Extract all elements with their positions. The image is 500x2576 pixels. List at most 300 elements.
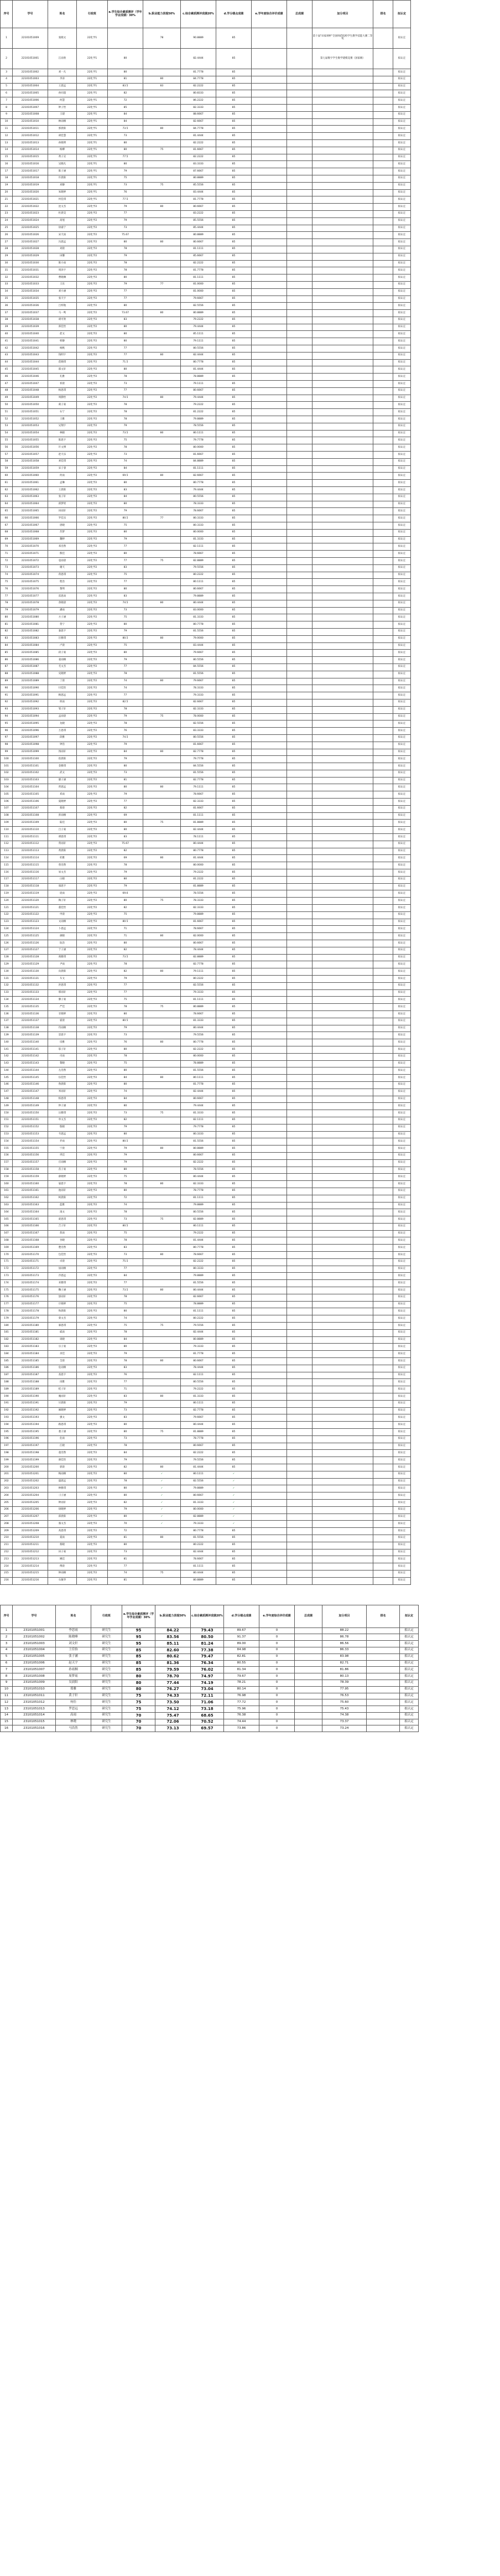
table-cell: 22101051047 [13, 381, 48, 388]
table-cell: 梅雨桐 [48, 1471, 77, 1478]
table-cell: 82.6667 [181, 473, 216, 480]
table-cell: 80 [108, 1188, 143, 1195]
table-cell: 22化学2 [77, 926, 108, 933]
table-row [1, 976, 411, 983]
table-cell [312, 784, 373, 791]
table-cell: 0 [259, 1634, 295, 1641]
table-cell: 22101051172 [13, 1266, 48, 1273]
table-cell [143, 161, 181, 168]
table-cell: 拟认定 [393, 1266, 411, 1273]
table-cell [373, 281, 393, 288]
table-cell [312, 1323, 373, 1330]
table-cell: 202 [1, 1478, 13, 1485]
table-cell: 28 [1, 246, 13, 253]
table-cell: 22化学2 [77, 1457, 108, 1464]
table-cell: 80.7778 [181, 480, 216, 487]
table-cell: 85 [216, 1542, 252, 1549]
table-cell: 84.5556 [181, 763, 216, 770]
table-cell: 76.38 [224, 1712, 259, 1719]
table-cell: 85 [216, 147, 252, 154]
table-cell: 拟认定 [393, 1287, 411, 1294]
table-cell: 22101051207 [13, 1514, 48, 1521]
table-cell: 82 [108, 1117, 143, 1124]
table-cell: 薛晓婷 [48, 1174, 77, 1181]
table-cell: 206 [1, 1506, 13, 1514]
table-cell: 84 [108, 749, 143, 756]
table-cell [252, 579, 287, 586]
table-cell: 85 [216, 458, 252, 465]
table-cell [295, 1660, 322, 1667]
table-row [1, 168, 411, 175]
table-cell: 147 [1, 1089, 13, 1096]
table-cell: 22化学2 [77, 820, 108, 827]
table-cell [252, 763, 287, 770]
table-cell [287, 359, 312, 366]
table-cell: 80 [108, 331, 143, 338]
table-cell: 79 [108, 1159, 143, 1167]
table-cell: 22化学2 [77, 1556, 108, 1563]
table-cell: 7 [1, 97, 13, 105]
table-cell: 23 [1, 210, 13, 217]
table-cell: 84 [108, 118, 143, 126]
table-cell: 82.4444 [181, 1089, 216, 1096]
table-cell: 22化学2 [77, 1266, 108, 1273]
table-cell [252, 657, 287, 664]
table-row [1, 713, 411, 721]
table-cell [373, 28, 393, 49]
table-cell: 22化学2 [77, 628, 108, 635]
table-cell: 79 [108, 756, 143, 763]
table-cell [287, 756, 312, 763]
table-row [1, 204, 411, 211]
table-cell [287, 551, 312, 558]
table-cell [312, 968, 373, 976]
table-cell: 79.6667 [181, 1414, 216, 1422]
table-cell [143, 501, 181, 508]
table-cell [312, 1252, 373, 1259]
table-cell: 22101051183 [13, 1344, 48, 1351]
table-cell [373, 1393, 393, 1401]
table-cell: 22101051129 [13, 961, 48, 968]
table-cell [373, 111, 393, 118]
table-cell [312, 1181, 373, 1188]
table-cell: 88 [1, 671, 13, 678]
table-cell: 23101051009 [13, 1680, 56, 1686]
table-cell: 70.52 [191, 1719, 224, 1725]
table-cell: 拟认定 [393, 1174, 411, 1181]
table-cell: 拟认定 [393, 1273, 411, 1280]
table-cell [143, 1237, 181, 1245]
table-cell [373, 1358, 393, 1365]
table-cell: 85 [216, 515, 252, 522]
table-cell: ✓ [143, 1506, 181, 1514]
table-cell [252, 161, 287, 168]
table-cell: 71.06 [191, 1699, 224, 1706]
table-cell [287, 104, 312, 111]
table-row [1, 1365, 411, 1372]
column-header: c.综合素质测评成绩20% [181, 1, 216, 28]
table-cell: 唐晓 [48, 522, 77, 530]
table-cell: 85 [216, 911, 252, 919]
table-cell [252, 1379, 287, 1386]
table-cell: 拟认定 [393, 664, 411, 671]
table-cell: 拟认定 [393, 204, 411, 211]
table-cell: 77 [108, 664, 143, 671]
table-cell [287, 1075, 312, 1082]
table-cell: 22化学2 [77, 1301, 108, 1308]
table-cell [252, 1174, 287, 1181]
table-cell: 80 [143, 395, 181, 402]
table-cell: 78 [108, 721, 143, 728]
table-cell: 22101051009 [13, 28, 48, 49]
table-cell [312, 1010, 373, 1018]
table-cell [287, 763, 312, 770]
table-cell: 83 [108, 1393, 143, 1401]
table-cell [373, 1167, 393, 1174]
table-cell: 刘小涵 [48, 288, 77, 296]
table-cell [252, 1336, 287, 1344]
table-cell: 95 [122, 1628, 155, 1634]
table-cell [252, 1216, 287, 1224]
table-row [1, 1485, 411, 1492]
table-cell: 22化学2 [77, 784, 108, 791]
table-cell [373, 366, 393, 374]
table-cell: 85 [216, 671, 252, 678]
table-cell [143, 628, 181, 635]
table-cell [287, 217, 312, 225]
table-row [1, 890, 411, 898]
table-cell [143, 883, 181, 890]
table-cell: 殷晓 [48, 1124, 77, 1131]
table-cell: 22101051088 [13, 671, 48, 678]
column-header: 排名 [367, 1605, 400, 1628]
table-cell: 85 [216, 678, 252, 685]
table-row [1, 827, 411, 834]
table-cell: 81 [108, 76, 143, 83]
table-cell: 22化学2 [77, 359, 108, 366]
table-cell [287, 1358, 312, 1365]
table-cell: 22化学2 [77, 564, 108, 572]
table-cell: 85 [216, 982, 252, 989]
table-cell [287, 692, 312, 699]
table-row [1, 494, 411, 501]
table-cell [252, 855, 287, 862]
table-cell [373, 1499, 393, 1506]
table-cell: 22101051007 [13, 104, 48, 111]
table-cell: 25 [1, 225, 13, 232]
table-cell [312, 1096, 373, 1103]
table-cell: 22化学2 [77, 1138, 108, 1146]
table-cell: 85 [216, 345, 252, 353]
table-cell: 73.5 [108, 126, 143, 133]
table-cell: 85 [216, 1188, 252, 1195]
table-cell: 22化学2 [77, 1414, 108, 1422]
table-cell: 22101051008 [13, 111, 48, 118]
table-cell: 85 [216, 1570, 252, 1577]
table-cell [252, 1435, 287, 1443]
table-cell: 颜佳怡 [48, 1457, 77, 1464]
table-cell [373, 898, 393, 905]
table-cell [373, 1266, 393, 1273]
table-cell: 丁晨 [48, 678, 77, 685]
table-cell: 拟认定 [393, 1471, 411, 1478]
table-cell: 85 [216, 1450, 252, 1457]
table-cell [312, 820, 373, 827]
table-cell: 22化学2 [77, 1159, 108, 1167]
table-cell [252, 805, 287, 812]
table-cell [295, 1634, 322, 1641]
table-row [1, 487, 411, 494]
table-cell: 姜雨桐 [48, 657, 77, 664]
table-cell: 袁雨晨 [48, 557, 77, 564]
table-cell: 80.4444 [181, 1422, 216, 1429]
table-cell [312, 1563, 373, 1571]
table-cell: 高旭 [48, 217, 77, 225]
table-cell: 22101051097 [13, 734, 48, 742]
table-cell [312, 97, 373, 105]
table-cell: 程浩 [48, 579, 77, 586]
table-cell: 77.5 [108, 196, 143, 204]
table-cell: 84.98 [224, 1647, 259, 1654]
table-cell: 研究生 [91, 1680, 122, 1686]
table-cell: 66 [1, 515, 13, 522]
table-cell [373, 1060, 393, 1067]
table-cell [373, 1400, 393, 1407]
table-cell: 桂子轩 [48, 1386, 77, 1393]
table-cell: 83.4444 [181, 642, 216, 650]
table-cell [373, 841, 393, 848]
table-cell: 80.8889 [181, 232, 216, 239]
table-cell: 拟认定 [393, 593, 411, 600]
column-header: a.学生综合素质测评（学年学业成绩）30% [108, 1, 143, 28]
table-cell: 拟认定 [393, 699, 411, 706]
table-cell: 159 [1, 1174, 13, 1181]
table-row [1, 954, 411, 961]
table-cell [373, 543, 393, 551]
table-cell: 拟认定 [393, 83, 411, 90]
table-row [1, 770, 411, 777]
table-cell: 李思雨 [56, 1628, 91, 1634]
table-cell [287, 1124, 312, 1131]
table-cell [252, 982, 287, 989]
table-cell [373, 154, 393, 161]
table-cell [252, 572, 287, 579]
table-cell [373, 395, 393, 402]
table-cell [373, 1089, 393, 1096]
table-cell [373, 1365, 393, 1372]
table-cell [312, 926, 373, 933]
table-cell [312, 763, 373, 770]
table-cell: 83 [108, 487, 143, 494]
table-cell: 滕子豪 [48, 997, 77, 1004]
table-cell: 78 [108, 1478, 143, 1485]
table-cell: 81.5556 [181, 1535, 216, 1542]
table-cell: 拟认定 [393, 49, 411, 69]
table-cell [252, 1273, 287, 1280]
table-cell [287, 465, 312, 473]
table-cell [373, 728, 393, 735]
table-cell [373, 1301, 393, 1308]
table-cell: 80.2222 [181, 572, 216, 579]
table-cell [287, 1223, 312, 1230]
table-cell: 73.04 [191, 1686, 224, 1693]
table-cell: 邢雨轩 [48, 989, 77, 997]
table-cell [143, 232, 181, 239]
table-cell: 22化学2 [77, 1280, 108, 1287]
table-cell [312, 1195, 373, 1202]
table-row [1, 49, 411, 69]
table-cell: 85 [216, 961, 252, 968]
table-cell: 73.18 [191, 1706, 224, 1713]
table-cell: 拟认定 [393, 1499, 411, 1506]
table-cell: 谷晓 [48, 1237, 77, 1245]
table-cell [252, 225, 287, 232]
table-cell [287, 1216, 312, 1224]
table-cell: 22化学2 [77, 551, 108, 558]
table-cell: 闵雅 [48, 1379, 77, 1386]
table-cell: 79.7778 [181, 756, 216, 763]
table-cell [252, 1245, 287, 1252]
table-cell [252, 919, 287, 926]
table-cell: 拟认定 [393, 1089, 411, 1096]
table-cell: 栾文杰 [48, 1315, 77, 1323]
table-cell: 22化学2 [77, 976, 108, 983]
table-cell [252, 1032, 287, 1039]
table-cell: 拟认定 [393, 713, 411, 721]
table-cell: 方子涵 [48, 614, 77, 621]
table-cell: 22化学2 [77, 331, 108, 338]
table-cell: 毛文杰 [48, 664, 77, 671]
table-cell: 22101051184 [13, 1351, 48, 1358]
table-cell: 来雅琪 [48, 1280, 77, 1287]
table-cell [373, 890, 393, 898]
table-cell [312, 1237, 373, 1245]
table-cell: 危雨桐 [48, 1365, 77, 1372]
table-cell [312, 118, 373, 126]
table-cell [367, 1641, 400, 1647]
table-cell [312, 791, 373, 799]
table-cell: 研究生 [91, 1699, 122, 1706]
table-cell: 73 [108, 1407, 143, 1414]
table-cell [312, 374, 373, 381]
table-cell: 77 [108, 345, 143, 353]
table-cell: 71 [108, 1386, 143, 1393]
table-cell: 22101051071 [13, 551, 48, 558]
table-cell: 21 [1, 196, 13, 204]
table-cell: 125 [1, 933, 13, 940]
table-cell: 22化学2 [77, 324, 108, 331]
table-cell [373, 997, 393, 1004]
table-cell: 85 [216, 593, 252, 600]
table-cell: 80 [143, 1075, 181, 1082]
table-cell [373, 1053, 393, 1060]
table-cell [312, 557, 373, 564]
table-cell: 拟认定 [400, 1693, 419, 1699]
table-cell: 79 [108, 976, 143, 983]
table-cell: 78.8889 [181, 1060, 216, 1067]
table-cell [287, 713, 312, 721]
table-cell [287, 480, 312, 487]
table-cell: 79.2222 [181, 1230, 216, 1237]
table-cell: 73.86 [224, 1725, 259, 1732]
table-cell: 83.3333 [181, 161, 216, 168]
table-cell: 85 [216, 1563, 252, 1571]
table-cell: 22化学2 [77, 1131, 108, 1138]
table-cell: 22化学2 [77, 1188, 108, 1195]
table-cell [373, 784, 393, 791]
table-cell [373, 118, 393, 126]
table-cell: 22化学2 [77, 812, 108, 820]
table-cell: 75.60 [322, 1699, 367, 1706]
table-cell [287, 1422, 312, 1429]
table-cell: 拟认定 [393, 1506, 411, 1514]
table-cell [287, 1159, 312, 1167]
table-cell: 郭晨阳 [48, 126, 77, 133]
table-cell [373, 1223, 393, 1230]
table-cell: 85 [216, 1174, 252, 1181]
table-cell [252, 196, 287, 204]
table-cell: 22化学2 [77, 239, 108, 246]
table-row [1, 749, 411, 756]
table-cell: 79.3333 [181, 692, 216, 699]
table-cell: ✓ [216, 1492, 252, 1500]
table-cell: 81.7778 [181, 196, 216, 204]
table-cell: ✓ [216, 1506, 252, 1514]
table-cell: 20 [1, 189, 13, 196]
table-cell [312, 749, 373, 756]
table-cell: 152 [1, 1124, 13, 1131]
table-cell: 拟认定 [393, 869, 411, 877]
table-cell: 拟认定 [400, 1641, 419, 1647]
table-cell: 78.6667 [181, 926, 216, 933]
table-cell: 22化学2 [77, 635, 108, 642]
table-cell: 197 [1, 1443, 13, 1450]
table-cell [143, 706, 181, 713]
table-cell [287, 933, 312, 940]
table-cell: 22化学2 [77, 288, 108, 296]
table-cell: 马一鸣 [48, 310, 77, 317]
table-cell: 85.1111 [181, 331, 216, 338]
table-cell: 22化学2 [77, 494, 108, 501]
table-cell: 拟认定 [393, 1131, 411, 1138]
table-cell: 22101051003 [13, 76, 48, 83]
table-cell: 88.22 [322, 1628, 367, 1634]
table-cell: 22化学2 [77, 1216, 108, 1224]
table-cell: 88.6667 [181, 111, 216, 118]
table-cell: 85 [216, 749, 252, 756]
table-cell [287, 387, 312, 395]
table-cell: 12 [1, 1699, 13, 1706]
table-cell: 22101051173 [13, 1273, 48, 1280]
table-cell: 9 [1, 1680, 13, 1686]
table-cell: 拟认定 [393, 1492, 411, 1500]
table-cell [143, 905, 181, 912]
table-cell [143, 671, 181, 678]
table-cell: 9 [1, 111, 13, 118]
table-cell [312, 1528, 373, 1535]
table-cell [312, 1294, 373, 1301]
table-cell: 姚佳 [48, 1556, 77, 1563]
table-cell: 0 [259, 1667, 295, 1673]
table-cell [287, 1004, 312, 1011]
table-cell: 84 [108, 1096, 143, 1103]
table-cell: 80.2222 [181, 1542, 216, 1549]
table-row [1, 799, 411, 806]
table-cell [287, 225, 312, 232]
table-cell: 22化学2 [77, 1386, 108, 1393]
table-cell: 拟认定 [393, 1400, 411, 1407]
table-cell [252, 905, 287, 912]
